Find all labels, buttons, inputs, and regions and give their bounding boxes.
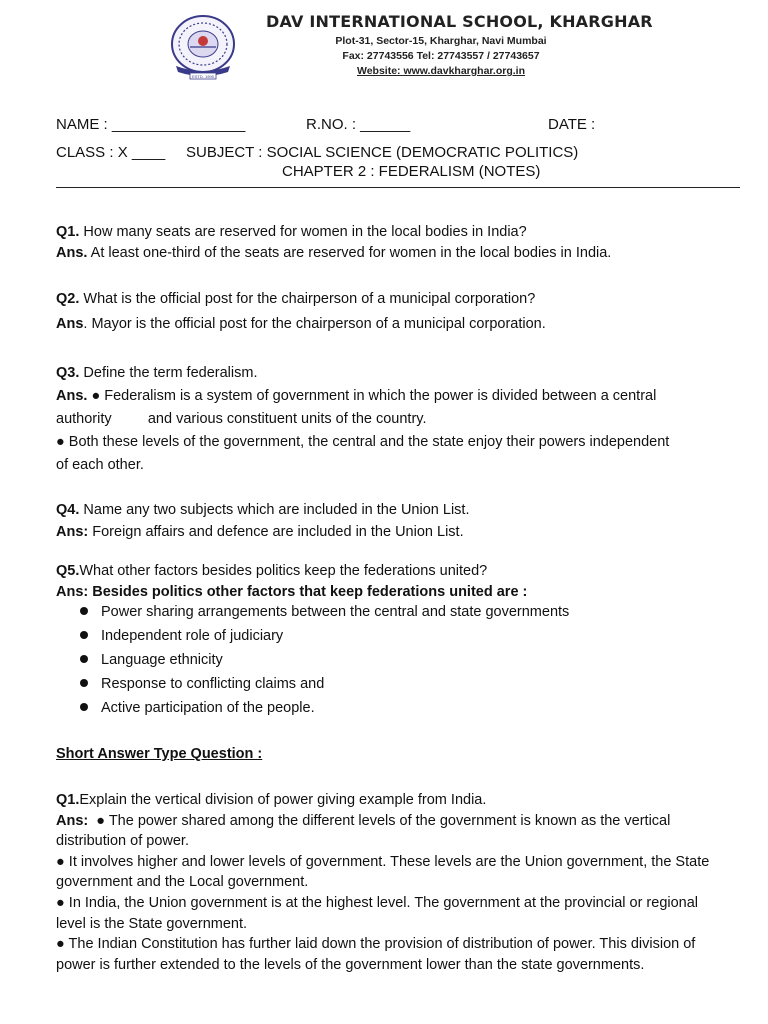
list-item xyxy=(80,672,569,696)
q2-answer: . Mayor is the official post for the chairperson of a municipal corporation. xyxy=(83,316,546,332)
q5-bullet-3: Language ethnicity xyxy=(101,652,223,668)
short-answer-heading: Short Answer Type Question : xyxy=(56,746,263,762)
q4-block xyxy=(56,499,742,543)
rno-field: R.NO. : ______ xyxy=(306,116,411,133)
q2-ans-label: Ans xyxy=(56,316,84,332)
short-q1-p2b: government and the Local government. xyxy=(56,874,309,891)
subject-field: SUBJECT : SOCIAL SCIENCE (DEMOCRATIC POLITICS) xyxy=(186,144,579,161)
list-item xyxy=(80,600,569,624)
bullet-icon xyxy=(80,631,88,639)
q1-answer: At least one-third of the seats are reserved for women in the local bodies in India. xyxy=(87,245,612,261)
short-q1-p1a: ● The power shared among the different levels of the government is known as the vertical xyxy=(88,812,671,829)
q2-block xyxy=(56,287,742,337)
q2-question: What is the official post for the chairperson of a municipal corporation? xyxy=(79,291,536,307)
q5-ans-label: Ans: xyxy=(56,584,89,600)
bullet-icon xyxy=(80,655,88,663)
q1-question: How many seats are reserved for women in the local bodies in India? xyxy=(79,224,527,240)
q5-bullets xyxy=(80,600,569,720)
short-q1-question: Explain the vertical division of power giving example from India. xyxy=(79,792,487,808)
chapter-title: CHAPTER 2 : FEDERALISM (NOTES) xyxy=(282,163,541,180)
logo-text: ESTD. 1995 xyxy=(192,74,214,79)
q3-answer-1a: ● Federalism is a system of government in which the power is divided between a central xyxy=(87,388,657,404)
list-item xyxy=(80,624,569,648)
q1-block xyxy=(56,222,742,264)
q5-bullet-5: Active participation of the people. xyxy=(101,700,315,716)
short-q1-p4b: power is further extended to the levels of the government lower than the state governments. xyxy=(56,956,645,973)
date-field: DATE : xyxy=(548,116,596,133)
q5-label: Q5. xyxy=(56,563,80,579)
q5-bullet-4: Response to conflicting claims and xyxy=(101,676,325,692)
q1-ans-label: Ans. xyxy=(56,245,88,261)
school-contact: Fax: 27743556 Tel: 27743557 / 27743657 xyxy=(342,50,540,62)
school-name: DAV INTERNATIONAL SCHOOL, KHARGHAR xyxy=(266,12,653,31)
short-q1-p1b: distribution of power. xyxy=(56,833,189,850)
short-q1-ans-label: Ans: xyxy=(56,812,89,829)
school-logo-icon xyxy=(168,14,238,80)
name-field: NAME : ________________ xyxy=(56,116,246,133)
q5-block xyxy=(56,561,742,603)
q4-ans-label: Ans: xyxy=(56,524,89,540)
short-q1-p3a: ● In India, the Union government is at the highest level. The government at the provincial or regional xyxy=(56,894,699,911)
q3-answer-1b: authority and various constituent units of the country. xyxy=(56,411,427,427)
q3-label: Q3. xyxy=(56,365,80,381)
q4-answer: Foreign affairs and defence are included in the Union List. xyxy=(88,524,464,540)
school-website: Website: www.davkharghar.org.in xyxy=(356,65,526,77)
q2-label: Q2. xyxy=(56,291,80,307)
q3-question: Define the term federalism. xyxy=(79,365,258,381)
bullet-icon xyxy=(80,679,88,687)
q1-label: Q1. xyxy=(56,224,80,240)
class-field: CLASS : X ____ xyxy=(56,144,166,161)
q3-answer-2a: ● Both these levels of the government, the central and the state enjoy their powers independent xyxy=(56,434,670,450)
short-q1-p4a: ● The Indian Constitution has further laid down the provision of distribution of power. This division of xyxy=(56,936,696,953)
header-divider xyxy=(56,187,740,188)
q3-answer-2b: of each other. xyxy=(56,457,144,473)
bullet-icon xyxy=(80,703,88,711)
q4-question: Name any two subjects which are included in the Union List. xyxy=(79,502,470,518)
list-item xyxy=(80,696,569,720)
q5-bullet-2: Independent role of judiciary xyxy=(101,628,284,644)
short-q1-p2a: ● It involves higher and lower levels of government. These levels are the Union government, the State xyxy=(56,853,710,870)
school-address: Plot-31, Sector-15, Kharghar, Navi Mumbai xyxy=(335,35,547,47)
q5-bullet-1: Power sharing arrangements between the central and state governments xyxy=(101,604,570,620)
short-q1-block xyxy=(56,790,742,975)
q3-block xyxy=(56,362,742,477)
q3-ans-label: Ans. xyxy=(56,388,88,404)
short-q1-label: Q1. xyxy=(56,792,80,808)
short-q1-p3b: level is the State government. xyxy=(56,915,248,932)
q5-question: What other factors besides politics keep the federations united? xyxy=(79,563,488,579)
q5-answer: Besides politics other factors that keep federations united are : xyxy=(88,584,528,600)
list-item xyxy=(80,648,569,672)
q4-label: Q4. xyxy=(56,502,80,518)
bullet-icon xyxy=(80,607,88,615)
